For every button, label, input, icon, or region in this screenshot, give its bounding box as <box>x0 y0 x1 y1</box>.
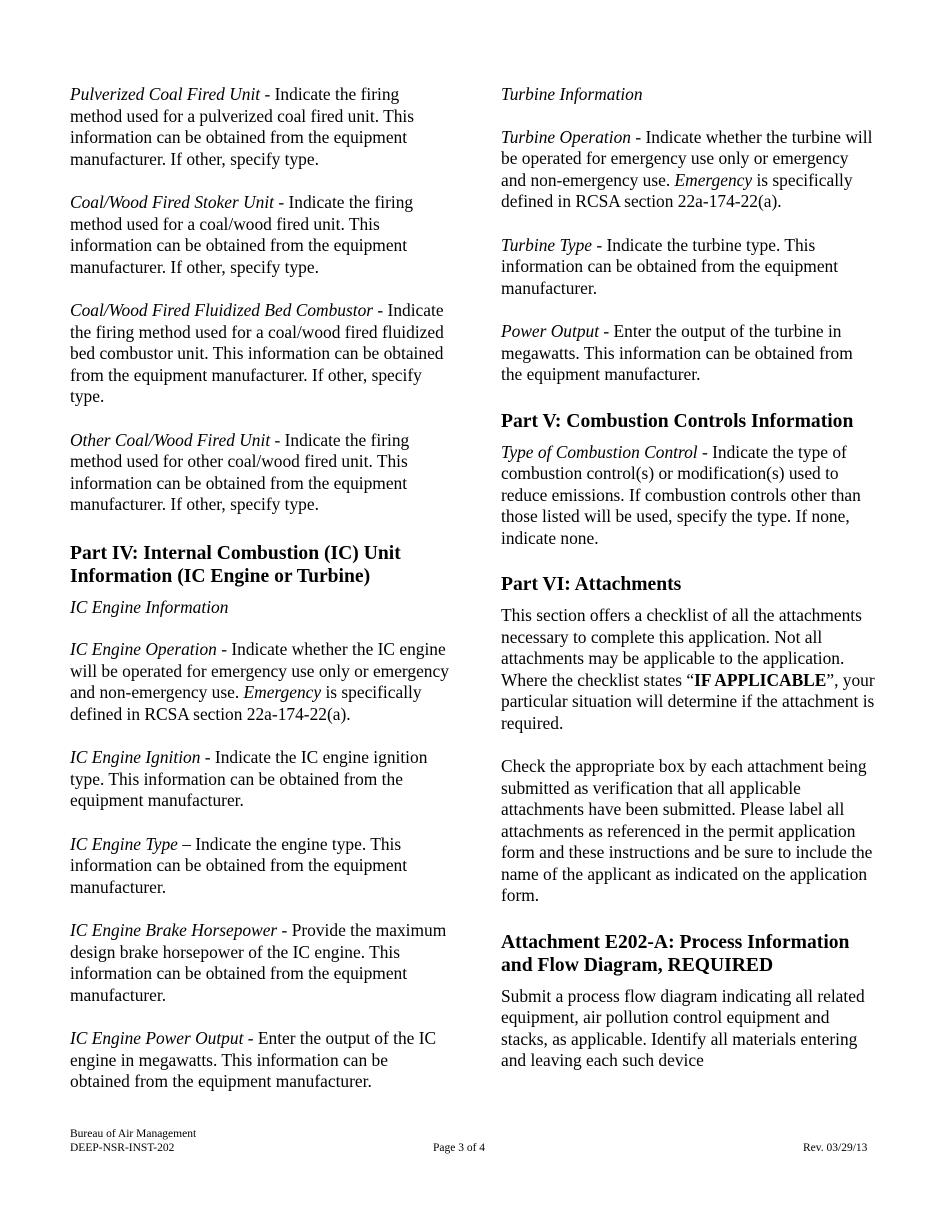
attachments-paragraph-1: This section offers a checklist of all the attachments necessary to complete this application. Not all attachments may be applicable to the application. Where the checklist states “IF APPLICABLE”, your particular situation will determine if the attachment is required. <box>501 605 875 733</box>
part5-heading: Part V: Combustion Controls Information <box>501 410 854 432</box>
entry-fluidized-bed: Coal/Wood Fired Fluidized Bed Combustor - Indicate the firing method used for a coal/wood fired fluidized bed combustor unit. This information can be obtained from the equipment manufacturer. If other, specify type. <box>70 300 444 406</box>
entry-other-coal-wood: Other Coal/Wood Fired Unit - Indicate the firing method used for other coal/wood fired unit. This information can be obtained from the equipment manufacturer. If other, specify type. <box>70 429 410 514</box>
entry-ic-operation: IC Engine Operation - Indicate whether the IC engine will be operated for emergency use only or emergency and non-emergency use. Emergency is specifically defined in RCSA section 22a-174-22(a). <box>70 639 449 724</box>
ic-engine-subhead: IC Engine Information <box>70 596 229 617</box>
entry-stoker-unit: Coal/Wood Fired Stoker Unit - Indicate the firing method used for a coal/wood fired unit. This information can be obtained from the equipment manufacturer. If other, specify type. <box>70 192 414 277</box>
entry-ic-brake-hp: IC Engine Brake Horsepower - Provide the maximum design brake horsepower of the IC engine. This information can be obtained from the equipment manufacturer. <box>70 920 447 1005</box>
entry-ic-ignition: IC Engine Ignition - Indicate the IC engine ignition type. This information can be obtained from the equipment manufacturer. <box>70 747 428 810</box>
attachment-a-text: Submit a process flow diagram indicating all related equipment, air pollution control equipment and stacks, as applicable. Identify all materials entering and leaving each such device <box>501 985 865 1070</box>
footer-revision: Rev. 03/29/13 <box>803 1142 868 1154</box>
footer-page-number: Page 3 of 4 <box>433 1142 486 1154</box>
attachment-a-heading: Attachment E202-A: Process Information and Flow Diagram, REQUIRED <box>501 931 850 976</box>
turbine-subhead: Turbine Information <box>501 84 643 104</box>
entry-ic-type: IC Engine Type – Indicate the engine type. This information can be obtained from the equipment manufacturer. <box>70 833 408 897</box>
right-column <box>501 84 876 1094</box>
entry-ic-power-output: IC Engine Power Output - Enter the output of the IC engine in megawatts. This information can be obtained from the equipment manufacturer. <box>70 1028 437 1091</box>
entry-power-output: Power Output - Enter the output of the turbine in megawatts. This information can be obtained from the equipment manufacturer. <box>501 321 853 384</box>
part6-heading: Part VI: Attachments <box>501 574 682 595</box>
entry-turbine-type: Turbine Type - Indicate the turbine type. This information can be obtained from the equipment manufacturer. <box>501 234 839 298</box>
part4-heading: Part IV: Internal Combustion (IC) Unit Information (IC Engine or Turbine) <box>70 542 401 587</box>
entry-pulverized-coal: Pulverized Coal Fired Unit - Indicate the firing method used for a pulverized coal fired unit. This information can be obtained from the equipment manufacturer. If other, specify type. <box>70 84 415 169</box>
entry-turbine-operation: Turbine Operation - Indicate whether the turbine will be operated for emergency use only or emergency and non-emergency use. Emergency is specifically defined in RCSA section 22a-174-22(a). <box>501 126 873 211</box>
footer-doc-id: DEEP-NSR-INST-202 <box>70 1142 175 1154</box>
left-column <box>70 84 452 1115</box>
attachments-paragraph-2: Check the appropriate box by each attachment being submitted as verification that all applicable attachments have been submitted. Please label all attachments as referenced in the permit application form and these instructions and be sure to include the name of the applicant as indicated on the application form. <box>501 756 873 905</box>
footer-left <box>70 1127 196 1155</box>
footer-org: Bureau of Air Management <box>70 1128 197 1140</box>
entry-combustion-control: Type of Combustion Control - Indicate the type of combustion control(s) or modification(s) used to reduce emissions. If combustion controls other than those listed will be used, specify the type. If none, indicate none. <box>501 441 861 548</box>
